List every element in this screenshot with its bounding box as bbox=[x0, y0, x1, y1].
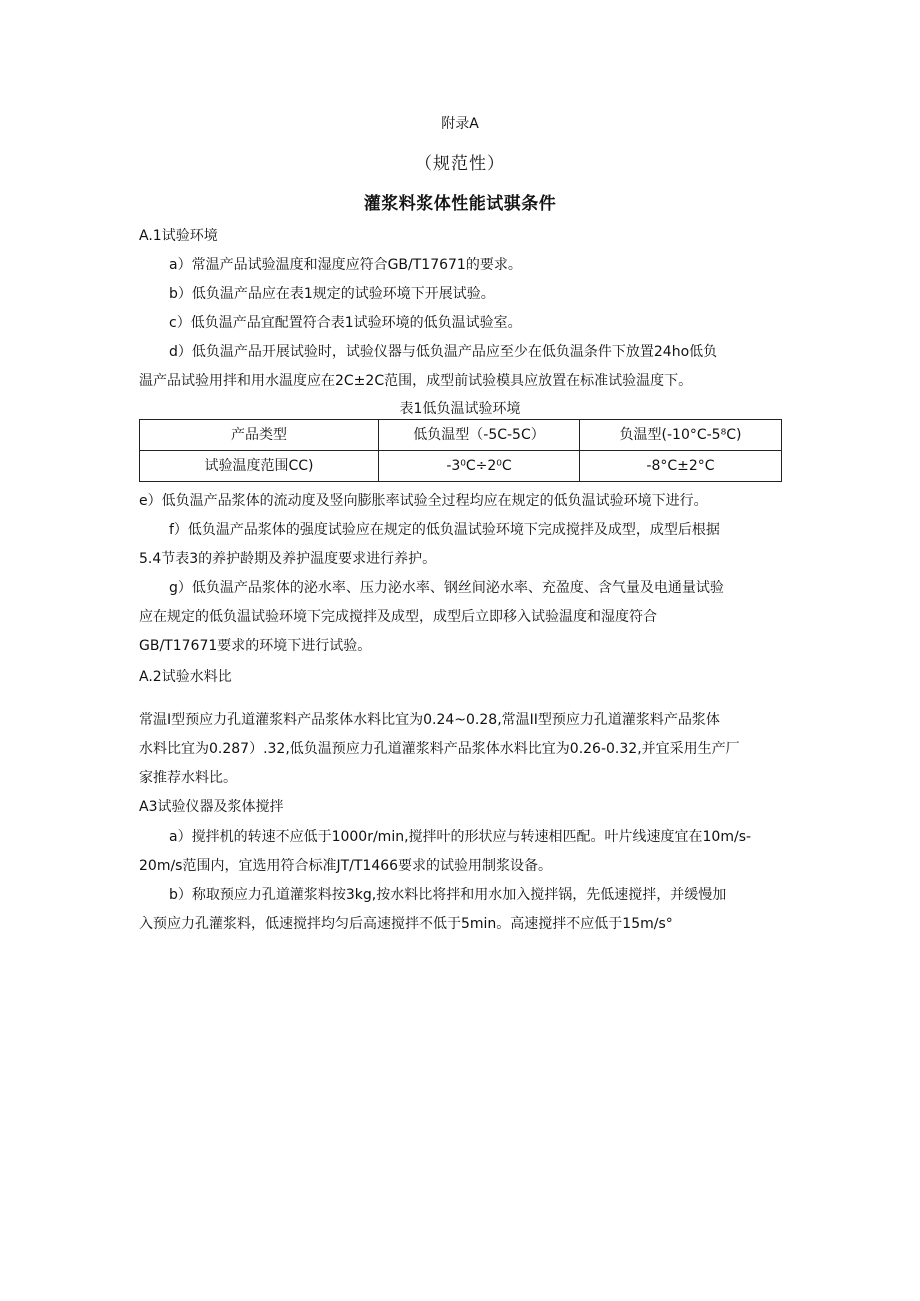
table-header-cell: 产品类型 bbox=[140, 420, 379, 451]
table-header-row bbox=[140, 420, 782, 451]
a2-paragraph-line3: 家推荐水料比。 bbox=[139, 770, 237, 786]
a3-item-a-line2: 20m∕s范围内，宜选用符合标准JT/T1466要求的试验用制浆设备。 bbox=[139, 858, 553, 874]
normative-label: （规范性） bbox=[415, 154, 505, 174]
table-cell: -8°C±2°C bbox=[580, 451, 782, 482]
a1-item-g-line1: g）低负温产品浆体的泌水率、压力泌水率、钢丝间泌水率、充盈度、含气量及电通量试验 bbox=[169, 580, 724, 596]
a2-paragraph-line2: 水料比宜为0.287）.32,低负温预应力孔道灌浆料产品浆体水料比宜为0.26-0.32,并宜采用生产厂 bbox=[139, 741, 740, 757]
a1-item-f-line1: f）低负温产品浆体的强度试验应在规定的低负温试验环境下完成搅拌及成型，成型后根据 bbox=[169, 522, 720, 538]
a1-item-g-line2: 应在规定的低负温试验环境下完成搅拌及成型，成型后立即移入试验温度和湿度符合 bbox=[139, 609, 657, 625]
table-cell: -3⁰C÷2⁰C bbox=[379, 451, 580, 482]
a2-paragraph-line1: 常温I型预应力孔道灌浆料产品浆体水料比宜为0.24~0.28,常温II型预应力孔道灌浆料产品浆体 bbox=[139, 712, 720, 728]
a1-item-a: a）常温产品试验温度和湿度应符合GB/T17671的要求。 bbox=[169, 257, 522, 273]
a3-item-a-line1: a）搅拌机的转速不应低于1000r∕min,搅拌叶的形状应与转速相匹配。叶片线速度宜在10m∕s- bbox=[169, 829, 752, 845]
a1-item-f-line2: 5.4节表3的养护龄期及养护温度要求进行养护。 bbox=[139, 551, 437, 567]
a3-item-b-line1: b）称取预应力孔道灌浆料按3kg,按水料比将拌和用水加入搅拌锅，先低速搅拌，并缓慢加 bbox=[169, 887, 727, 903]
table-caption: 表1低负温试验环境 bbox=[399, 401, 521, 417]
a1-item-e: e）低负温产品浆体的流动度及竖向膨胀率试验全过程均应在规定的低负温试验环境下进行。 bbox=[139, 493, 708, 509]
section-a3-heading: A3试验仪器及浆体搅拌 bbox=[139, 799, 284, 815]
a1-item-d-line2: 温产品试验用拌和用水温度应在2C±2C范围，成型前试验模具应放置在标准试验温度下。 bbox=[139, 373, 693, 389]
table-row bbox=[140, 451, 782, 482]
a1-item-c: c）低负温产品宜配置符合表1试验环境的低负温试验室。 bbox=[169, 315, 522, 331]
a1-item-b: b）低负温产品应在表1规定的试验环境下开展试验。 bbox=[169, 286, 495, 302]
low-temperature-environment-table bbox=[139, 419, 782, 482]
section-a1-heading: A.1试验环境 bbox=[139, 228, 218, 244]
a1-item-g-line3: GB/T17671要求的环境下进行试验。 bbox=[139, 638, 372, 654]
appendix-label: 附录A bbox=[441, 116, 479, 132]
table-header-cell: 低负温型（-5C-5C） bbox=[379, 420, 580, 451]
table-cell: 试验温度范围CC) bbox=[140, 451, 379, 482]
a3-item-b-line2: 入预应力孔灌浆料，低速搅拌均匀后高速搅拌不低于5min。高速搅拌不应低于15m∕s° bbox=[139, 916, 673, 932]
a1-item-d-line1: d）低负温产品开展试验时，试验仪器与低负温产品应至少在低负温条件下放置24ho低负 bbox=[169, 344, 718, 360]
table-header-cell: 负温型(-10°C-5⁸C) bbox=[580, 420, 782, 451]
section-a2-heading: A.2试验水料比 bbox=[139, 669, 232, 685]
document-title: 灌浆料浆体性能试骐条件 bbox=[363, 194, 557, 214]
